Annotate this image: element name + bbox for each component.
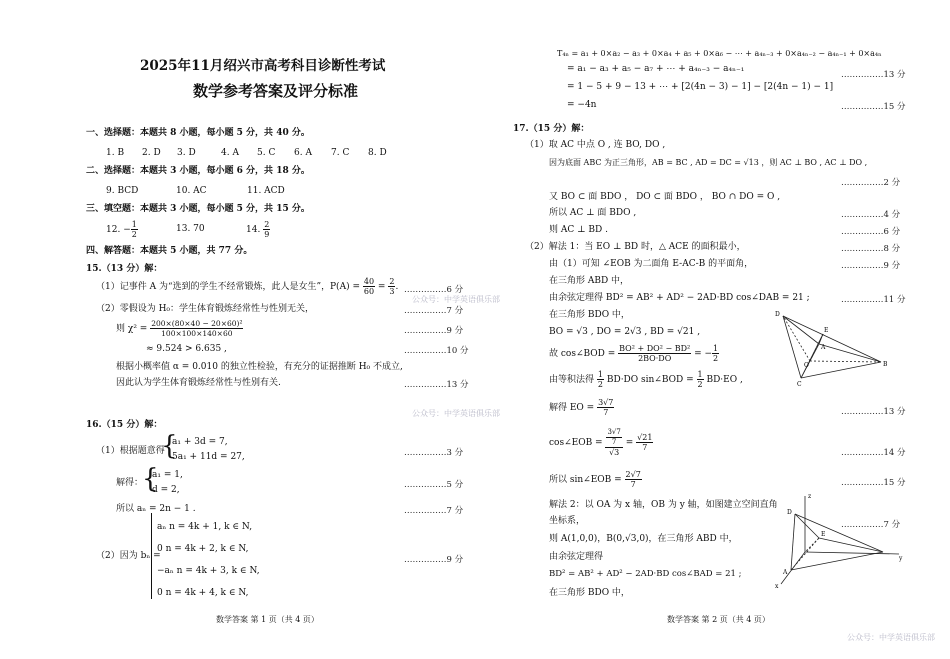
answer-12-fraction: $\frac{1}{2}$ — [131, 220, 137, 239]
answer-title: 数学参考答案及评分标准 — [193, 82, 359, 100]
answer-13: 13. 70 — [176, 224, 205, 234]
q16-eq2: 5a₁ + 11d = 27, — [172, 452, 245, 462]
score-mark: ……………10 分 — [404, 346, 469, 356]
q16-case-3: −aₙ n = 4k + 3, k ∈ N, — [157, 566, 260, 576]
section-4-heading: 四、解答题：本题共 5 小题，共 77 分。 — [86, 246, 253, 256]
edge-ce — [801, 334, 823, 378]
edge-de — [795, 514, 819, 538]
q16-part2-label: （2）因为 bₙ = — [96, 551, 161, 561]
edge-eo — [805, 538, 819, 552]
edge-eb — [819, 538, 883, 552]
q16-solve-label: 解得： — [116, 478, 144, 488]
q17-part2-d: 由余弦定理得 BD² = AB² + AD² − 2AD·BD cos∠DAB = 21 ; — [549, 293, 810, 303]
sec1-answer: 5. C — [257, 148, 276, 158]
q15-heading: 15.（13 分）解： — [86, 264, 163, 274]
vertex-label: A — [783, 569, 788, 576]
q17-part1-d: 所以 AC ⊥ 面 BDO , — [549, 208, 637, 218]
q16-case-4: 0 n = 4k + 4, k ∈ N, — [157, 588, 249, 598]
score-mark: ……………13 分 — [841, 70, 906, 80]
q17-part1-c: 又 BO ⊂ 面 BDO ， DO ⊂ 面 BDO ， BO ∩ DO = O , — [549, 192, 781, 202]
sec1-answer: 2. D — [142, 148, 161, 158]
q17-part1-e: 则 AC ⊥ BD . — [549, 225, 608, 235]
sec1-answer: 4. A — [221, 148, 239, 158]
t4n-line-2: = a₁ − a₃ + a₅ − a₇ + ⋯ + a₄ₙ₋₃ − a₄ₙ₋₁ — [567, 64, 745, 74]
q17-part2-b: 由（1）可知 ∠EOB 为二面角 E-AC-B 的平面角， — [549, 259, 754, 269]
q16-general-term: 所以 aₙ = 2n − 1 . — [116, 504, 196, 514]
score-mark: ……………6 分 — [841, 227, 901, 237]
t4n-line-4: = −4n — [567, 100, 597, 110]
sec1-answer: 3. D — [177, 148, 196, 158]
q17-part2-c: 在三角形 ABD 中， — [549, 276, 630, 286]
score-mark: ……………11 分 — [841, 295, 906, 305]
q17-sin-eob: 所以 sin∠EOB = $\frac{2√7}{7}$ — [549, 470, 641, 489]
q15-part1-text: （1）记事件 A 为“选到的学生不经常锻炼，此人是女生”， — [96, 282, 331, 292]
answer-12 — [106, 220, 138, 239]
vertex-label: B — [883, 361, 888, 368]
page-2 — [475, 0, 950, 659]
score-mark: ……………5 分 — [404, 480, 464, 490]
answer-14 — [246, 220, 270, 239]
q16-sol1: a₁ = 1, — [152, 470, 183, 480]
score-mark: ……………15 分 — [841, 102, 906, 112]
score-mark: ……………8 分 — [841, 244, 901, 254]
q15-conclusion-2: 因此认为学生体育锻炼经常性与性别有关. — [116, 378, 281, 388]
score-mark: ……………2 分 — [841, 178, 901, 188]
score-mark: ……………9 分 — [841, 261, 901, 271]
q17-part1-b: 因为底面 ABC 为正三角形，AB = BC , AD = DC = √13 ，则 AC ⊥ BO , AC ⊥ DO , — [549, 158, 868, 167]
q15-conclusion-1: 根据小概率值 α = 0.010 的独立性检验，有充分的证据推断 H₀ 不成立, — [116, 362, 403, 372]
score-mark: ……………9 分 — [404, 326, 464, 336]
vertex-label: E — [821, 531, 826, 538]
axis-label: z — [808, 493, 812, 500]
score-mark: ……………4 分 — [841, 210, 901, 220]
vertex-label: A — [821, 344, 826, 351]
answer-12-label: 12. — [106, 225, 121, 235]
q16-part1-label: （1）根据题意得 — [96, 446, 165, 456]
q17-part2-f: BO = √3 , DO = 2√3 , BD = √21 , — [549, 327, 701, 337]
watermark: 公众号：中学英语俱乐部 — [847, 633, 935, 642]
score-mark: ……………15 分 — [841, 478, 906, 488]
q15-part1-formula: P(A) = $\frac{40}{60}$ = $\frac{2}{3}$ . — [330, 277, 399, 296]
q17-area: 由等积法得 $\frac{1}{2}$ BD·DO sin∠BOD = $\frac{1}{2}$ BD·EO , — [549, 370, 743, 389]
vertex-label: C — [797, 381, 802, 388]
page-footer: 数学答案 第 1 页（共 4 页） — [216, 615, 319, 624]
sec1-answer: 6. A — [294, 148, 312, 158]
q17-part2-a: （2）解法 1：当 EO ⊥ BD 时，△ ACE 的面积最小， — [525, 242, 746, 252]
q16-eq1: a₁ + 3d = 7, — [172, 437, 228, 447]
answer-12-sign: − — [123, 225, 131, 235]
section-1-heading: 一、选择题：本题共 8 小题，每小题 5 分，共 40 分。 — [86, 128, 310, 138]
edge-dc — [783, 316, 801, 378]
edge-db — [783, 316, 881, 362]
exam-title: 2025年11月绍兴市高考科目诊断性考试 — [140, 58, 386, 74]
sec1-answer: 1. B — [106, 148, 125, 158]
q17-method2-a2: 坐标系， — [549, 516, 586, 526]
q15-chi-square: 则 χ² = $\frac{\text{200×(80×40 − 20×60)²}}{100\times 100\times 140\times 60}$ — [116, 319, 243, 338]
edge-db — [795, 514, 883, 552]
score-mark: ……………3 分 — [404, 448, 464, 458]
left-brace: { — [142, 464, 159, 494]
axis-label: y — [899, 555, 903, 562]
edge-da — [791, 514, 795, 570]
edge-ab — [819, 344, 881, 362]
edge-ob — [810, 361, 881, 362]
q17-method2-d: BD² = AB² + AD² − 2AD·BD cos∠BAD = 21 ; — [549, 569, 742, 579]
case-brace — [151, 513, 153, 599]
q17-method2-e: 在三角形 BDO 中， — [549, 588, 630, 598]
q17-cos-eob: cos∠EOB = 3√7 7 √3 = $\frac{√21}{7}$ — [549, 428, 653, 457]
left-brace: { — [161, 431, 178, 461]
score-mark: ……………14 分 — [841, 448, 906, 458]
vertex-label: D — [787, 509, 792, 516]
answer-14-fraction: $\frac{2}{9}$ — [264, 220, 270, 239]
score-mark: ……………9 分 — [404, 555, 464, 565]
edge-cb — [801, 362, 881, 378]
q17-cos-bod: 故 cos∠BOD = $\frac{\text{BO² + DO² − BD²}}{2BO\cdot DO}$ = − $\frac{1}{2}$ — [549, 344, 719, 363]
section-3-heading: 三、填空题：本题共 3 小题，每小题 5 分，共 15 分。 — [86, 204, 310, 214]
score-mark: ……………7 分 — [404, 306, 464, 316]
q17-method2-c: 由余弦定理得 — [549, 552, 604, 562]
axis-label: x — [775, 583, 779, 590]
page-footer: 数学答案 第 2 页（共 4 页） — [667, 615, 770, 624]
q15-approx: ≈ 9.524 > 6.635 , — [146, 344, 227, 354]
q17-part1-a: （1）取 AC 中点 O , 连 BO, DO , — [525, 140, 666, 150]
q17-heading: 17.（15 分）解： — [513, 124, 590, 134]
score-mark: ……………7 分 — [404, 506, 464, 516]
section-2-heading: 二、选择题：本题共 3 小题，每小题 6 分，共 18 分。 — [86, 166, 310, 176]
q16-case-2: 0 n = 4k + 2, k ∈ N, — [157, 544, 249, 554]
score-mark: ……………7 分 — [841, 520, 901, 530]
q17-method2-a: 解法 2：以 OA 为 x 轴，OB 为 y 轴，如图建立空间直角 — [549, 500, 778, 510]
vertex-label: O — [804, 362, 809, 369]
answer-14-label: 14. — [246, 225, 261, 235]
q17-part2-e: 在三角形 BDO 中， — [549, 310, 630, 320]
q16-case-1: aₙ n = 4k + 1, k ∈ N, — [157, 522, 253, 532]
q16-heading: 16.（15 分）解： — [86, 420, 163, 430]
sec1-answer: 7. C — [331, 148, 350, 158]
vertex-label: D — [775, 311, 780, 318]
sec2-answer: 11. ACD — [247, 186, 285, 196]
q16-sol2: d = 2, — [152, 485, 180, 495]
sec2-answer: 9. BCD — [106, 186, 139, 196]
y-axis — [805, 552, 899, 554]
q15-part2-text: （2）零假设为 H₀：学生体育锻炼经常性与性别无关， — [96, 304, 315, 314]
edge-ae — [819, 334, 823, 344]
score-mark: ……………6 分 — [404, 285, 464, 295]
vertex-label: E — [824, 327, 829, 334]
q17-eo: 解得 EO = $\frac{3√7}{7}$ — [549, 398, 614, 417]
t4n-line-1: T₄ₙ = a₁ + 0×a₂ − a₃ + 0×a₄ + a₅ + 0×a₆ − ⋯ + a₄ₙ₋₃ + 0×a₄ₙ₋₂ − a₄ₙ₋₁ + 0×a₄ₙ — [557, 49, 882, 58]
tetrahedron-figure — [773, 306, 893, 388]
score-mark: ……………13 分 — [841, 407, 906, 417]
sec1-answer: 8. D — [368, 148, 387, 158]
q17-method2-b: 则 A(1,0,0)，B(0,√3,0)，在三角形 ABD 中， — [549, 534, 738, 544]
coordinate-figure — [765, 490, 905, 590]
sec2-answer: 10. AC — [176, 186, 207, 196]
t4n-line-3: = 1 − 5 + 9 − 13 + ⋯ + [2(4n − 3) − 1] − [2(4n − 1) − 1] — [567, 82, 834, 92]
score-mark: ……………13 分 — [404, 380, 469, 390]
watermark: 公众号：中学英语俱乐部 — [412, 295, 500, 304]
watermark: 公众号：中学英语俱乐部 — [412, 409, 500, 418]
